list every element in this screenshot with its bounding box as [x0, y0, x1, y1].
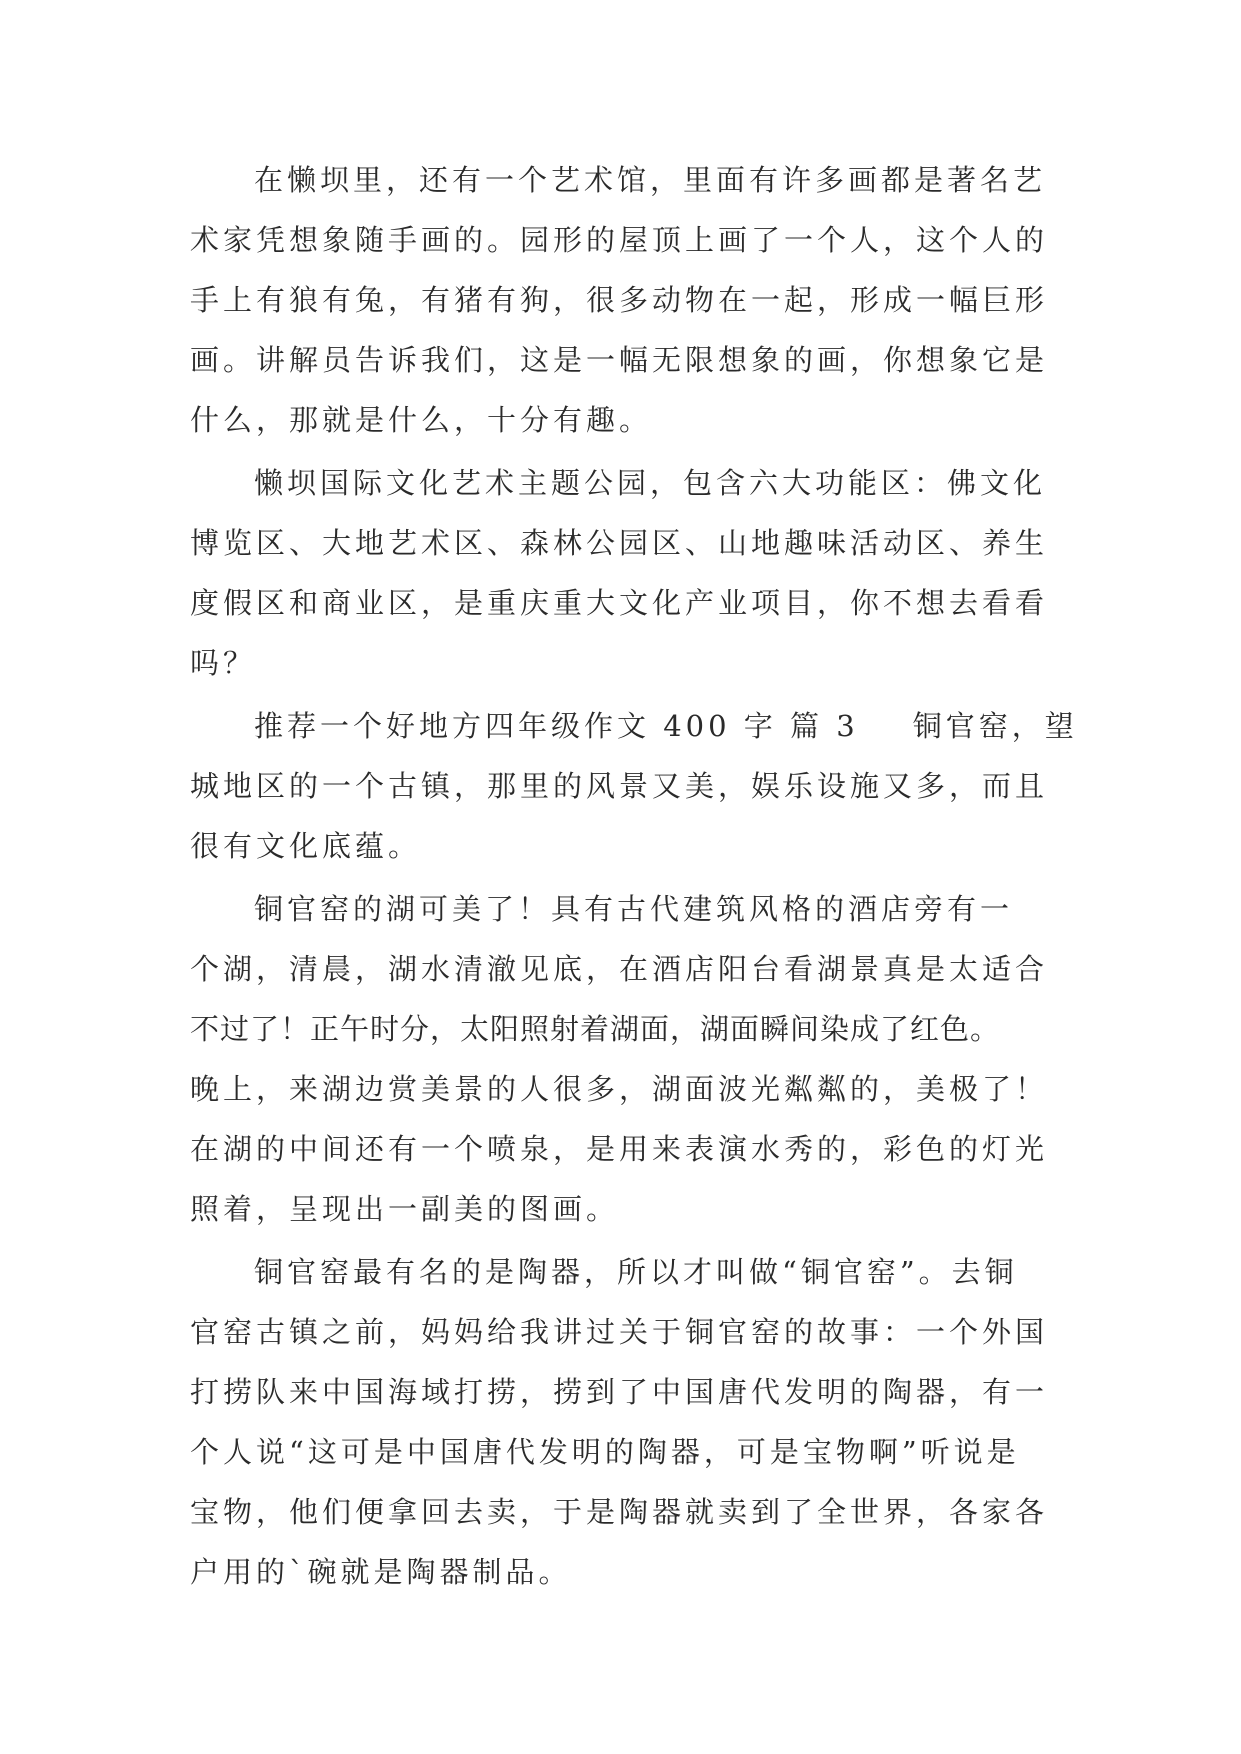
text-line: 官窑古镇之前，妈妈给我讲过关于铜官窑的故事：一个外国 — [190, 1315, 1049, 1349]
text-line: 博览区、大地艺术区、森林公园区、山地趣味活动区、养生 — [190, 526, 1049, 560]
text-line: 宝物，他们便拿回去卖，于是陶器就卖到了全世界，各家各 — [190, 1495, 1049, 1529]
text-line: 术家凭想象随手画的。园形的屋顶上画了一个人，这个人的 — [190, 223, 1049, 257]
text-line: 画。讲解员告诉我们，这是一幅无限想象的画，你想象它是 — [190, 343, 1049, 377]
text-line: 很有文化底蕴。 — [190, 829, 422, 863]
text-line: 铜官窑最有名的是陶器，所以才叫做“铜官窑”。去铜 — [254, 1255, 1018, 1289]
paragraph-art-museum — [190, 150, 1052, 450]
text-line: 铜官窑的湖可美了！具有古代建筑风格的酒店旁有一 — [254, 892, 1014, 926]
paragraph-theme-park — [190, 453, 1052, 693]
text-line: 晚上，来湖边赏美景的人很多，湖面波光粼粼的，美极了！ — [190, 1072, 1049, 1106]
text-line: 个湖，清晨，湖水清澈见底，在酒店阳台看湖景真是太适合 — [190, 952, 1049, 986]
text-line: 不过了！正午时分，太阳照射着湖面，湖面瞬间染成了红色。 — [190, 1012, 1001, 1046]
text-line: 度假区和商业区，是重庆重大文化产业项目，你不想去看看 — [190, 586, 1049, 620]
heading-text: 铜官窑，望 — [912, 709, 1078, 743]
text-line: 城地区的一个古镇，那里的风景又美，娱乐设施又多，而且 — [190, 769, 1049, 803]
text-line: 户用的`碗就是陶器制品。 — [190, 1555, 572, 1589]
text-line: 照着，呈现出一副美的图画。 — [190, 1192, 620, 1226]
text-line: 在湖的中间还有一个喷泉，是用来表演水秀的，彩色的灯光 — [190, 1132, 1049, 1166]
text-line: 懒坝国际文化艺术主题公园，包含六大功能区：佛文化 — [254, 466, 1047, 500]
heading-line — [190, 696, 1078, 756]
paragraph-essay-heading — [190, 696, 1078, 876]
document-body — [190, 150, 1078, 1605]
paragraph-pottery — [190, 1242, 1052, 1602]
text-line: 在懒坝里，还有一个艺术馆，里面有许多画都是著名艺 — [254, 163, 1047, 197]
text-line: 打捞队来中国海域打捞，捞到了中国唐代发明的陶器，有一 — [190, 1375, 1049, 1409]
essay-title: 推荐一个好地方四年级作文 400 字 篇 3 — [254, 709, 859, 743]
text-line: 什么，那就是什么，十分有趣。 — [190, 403, 653, 437]
paragraph-lake — [190, 879, 1052, 1239]
text-line: 个人说“这可是中国唐代发明的陶器，可是宝物啊”听说是 — [190, 1435, 1020, 1469]
text-line: 手上有狼有兔，有猪有狗，很多动物在一起，形成一幅巨形 — [190, 283, 1049, 317]
text-line: 吗？ — [190, 646, 257, 680]
